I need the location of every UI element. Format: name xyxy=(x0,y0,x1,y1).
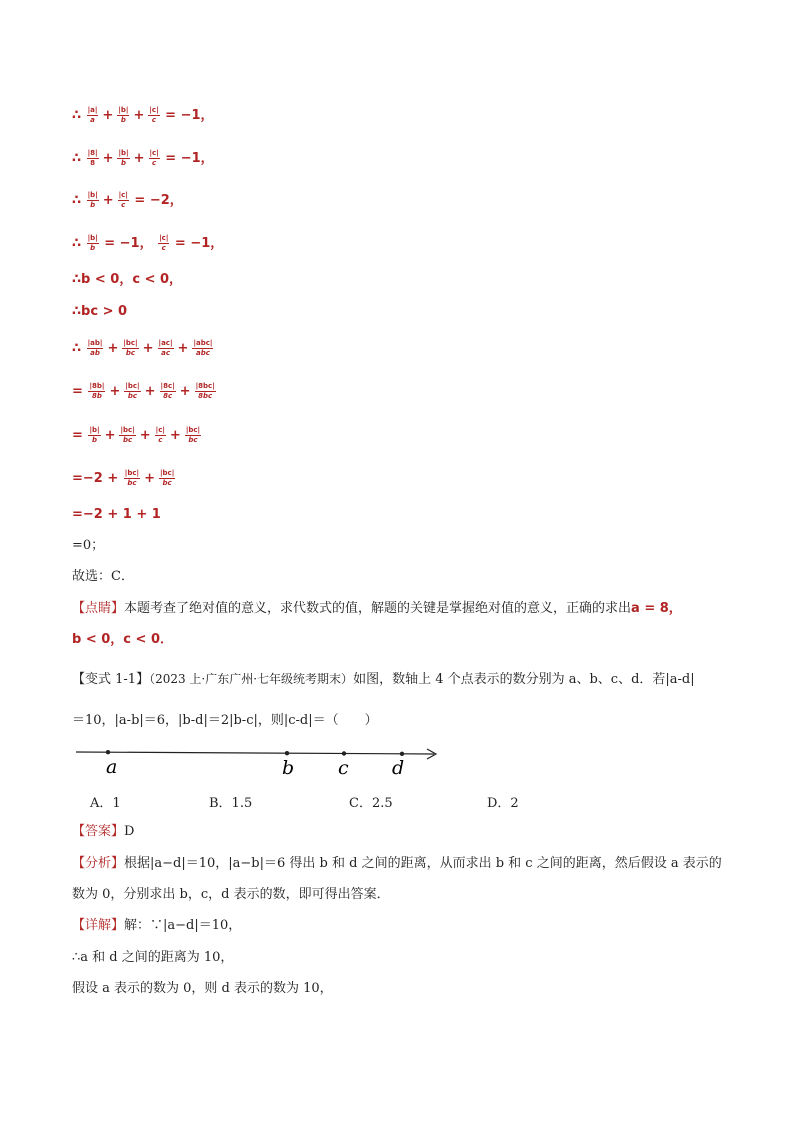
step-result: = −2， xyxy=(134,193,183,208)
problem-line-2 xyxy=(72,711,378,731)
step-12 xyxy=(72,536,104,556)
denominator: c xyxy=(161,244,166,252)
numerator: |bc| xyxy=(120,426,135,434)
numerator: |c| xyxy=(149,106,159,114)
numerator: |b| xyxy=(87,234,98,242)
analysis-line-1 xyxy=(72,854,722,874)
denominator: ac xyxy=(161,349,170,357)
detail-text: 假设 a 表示的数为 0，则 d 表示的数为 10， xyxy=(72,981,333,996)
step-result: = −1， xyxy=(165,151,214,166)
fraction xyxy=(87,235,99,252)
denominator: bc xyxy=(125,349,136,357)
fraction xyxy=(87,192,99,209)
number-line-axis xyxy=(76,752,434,754)
fraction xyxy=(124,470,140,487)
step-result: = −1， xyxy=(104,236,153,251)
choice-d: D．2 xyxy=(487,796,519,811)
fraction xyxy=(158,235,169,252)
plus-sign: + xyxy=(107,341,119,356)
fraction xyxy=(148,107,159,124)
detail-text: 解：∵|a−d|＝10， xyxy=(124,918,242,933)
fraction xyxy=(117,150,129,167)
answer-line xyxy=(72,822,134,842)
fraction xyxy=(88,427,100,444)
point-b-dot xyxy=(285,751,289,755)
point-a-label: a xyxy=(106,756,118,778)
plus-sign: + xyxy=(109,384,121,399)
denominator: c xyxy=(152,159,157,167)
fraction xyxy=(149,150,160,167)
denominator: bc xyxy=(127,479,137,487)
plus-sign: + xyxy=(169,428,181,443)
numerator: |8| xyxy=(87,149,98,157)
problem-text: 如图，数轴上 4 个点表示的数分别为 a、b、c、d．若|a-d| xyxy=(353,672,695,687)
step-9 xyxy=(72,426,202,446)
denominator: c xyxy=(121,201,126,209)
step-2 xyxy=(72,149,214,169)
problem-source: （2023 上·广东广州·七年级统考期末） xyxy=(149,672,354,686)
numerator: |c| xyxy=(155,426,165,434)
analysis-text: 根据|a−d|＝10，|a−b|＝6 得出 b 和 d 之间的距离，从而求出 b 和 c 之间的距离，然后假设 a 表示的 xyxy=(124,856,722,871)
numerator: |bc| xyxy=(123,339,138,347)
fraction xyxy=(124,383,140,400)
step-result: = −1， xyxy=(165,108,214,123)
point-d-dot xyxy=(400,752,404,756)
point-d-label: d xyxy=(392,757,405,779)
detail-tag: 【详解】 xyxy=(72,918,125,933)
point-c-dot xyxy=(342,751,346,755)
comment-math: a = 8， xyxy=(631,601,682,616)
numerator: |a| xyxy=(87,106,98,114)
fraction xyxy=(185,427,201,444)
detail-line-3 xyxy=(72,979,333,999)
denominator: b xyxy=(91,436,97,444)
step-11 xyxy=(72,505,161,525)
comment-line-1 xyxy=(72,599,682,619)
equals-sign: = xyxy=(72,507,83,522)
therefore-symbol: ∴ xyxy=(72,236,82,251)
fraction xyxy=(159,470,175,487)
step-8 xyxy=(72,382,217,402)
comment-tag: 【点睛】 xyxy=(72,601,125,616)
detail-text: ∴a 和 d 之间的距离为 10， xyxy=(72,950,234,965)
plus-sign: + xyxy=(144,384,156,399)
numerator: |c| xyxy=(149,149,159,157)
denominator: bc xyxy=(162,479,172,487)
denominator: ab xyxy=(90,349,100,357)
point-c-label: c xyxy=(338,757,349,779)
plus-sign: + xyxy=(177,341,189,356)
choice-b: B．1.5 xyxy=(209,796,253,811)
numerator: |8c| xyxy=(160,382,175,390)
fraction xyxy=(118,192,129,209)
fraction xyxy=(155,427,166,444)
answer-choice-text: 故选：C． xyxy=(72,569,134,584)
denominator: bc xyxy=(123,436,133,444)
plus-sign: + xyxy=(139,428,151,443)
point-b-label: b xyxy=(282,757,295,779)
problem-text: ＝10，|a-b|＝6，|b-d|＝2|b-c|，则|c-d|＝（ ） xyxy=(72,713,378,728)
therefore-symbol: ∴ xyxy=(72,341,82,356)
analysis-tag: 【分析】 xyxy=(72,856,125,871)
step-10 xyxy=(72,469,176,489)
answer-tag: 【答案】 xyxy=(72,824,125,839)
plus-sign: + xyxy=(142,341,154,356)
therefore-symbol: ∴ xyxy=(72,193,82,208)
fraction xyxy=(87,107,99,124)
equals-sign: = xyxy=(72,471,83,486)
detail-line-2 xyxy=(72,948,233,968)
therefore-symbol: ∴ xyxy=(72,151,82,166)
problem-tag: 【变式 1-1】 xyxy=(72,672,150,687)
numerator: |bc| xyxy=(159,469,175,477)
comment-math: b < 0，c < 0． xyxy=(72,632,173,647)
denominator: bc xyxy=(188,436,198,444)
step-6 xyxy=(72,302,127,322)
plus-sign: + xyxy=(133,151,145,166)
denominator: 8c xyxy=(163,392,173,400)
therefore-symbol: ∴ xyxy=(72,272,82,287)
comment-text: 本题考查了绝对值的意义，求代数式的值，解题的关键是掌握绝对值的意义，正确的求出 xyxy=(124,601,632,616)
equals-sign: = xyxy=(72,384,83,399)
step-4 xyxy=(72,234,223,254)
denominator: 8bc xyxy=(198,392,213,400)
choice-a: A．1 xyxy=(90,796,121,811)
numerator: |bc| xyxy=(185,426,201,434)
step-result: = −1， xyxy=(174,236,224,251)
numerator: |ac| xyxy=(158,339,173,347)
plus-sign: + xyxy=(102,151,114,166)
plus-sign: + xyxy=(133,108,145,123)
numerator: |ab| xyxy=(87,339,103,347)
step-3 xyxy=(72,191,183,211)
denominator: a xyxy=(90,116,95,124)
answer-value: D xyxy=(124,824,135,839)
plus-sign: + xyxy=(102,108,114,123)
fraction xyxy=(158,340,174,357)
denominator: c xyxy=(151,116,157,124)
fraction xyxy=(87,150,99,167)
denominator: bc xyxy=(127,392,138,400)
fraction xyxy=(122,340,138,357)
denominator: b xyxy=(121,159,127,167)
analysis-line-2 xyxy=(72,885,390,905)
denominator: abc xyxy=(195,349,210,357)
fraction xyxy=(160,383,176,400)
numerator: |b| xyxy=(118,106,129,114)
step-1 xyxy=(72,106,214,126)
numerator: |bc| xyxy=(124,469,140,477)
fraction xyxy=(192,340,213,357)
fraction xyxy=(117,107,129,124)
step-text: =0； xyxy=(72,538,105,553)
plus-sign: + xyxy=(102,193,114,208)
denominator: 8 xyxy=(90,159,95,167)
numerator: |c| xyxy=(159,234,169,242)
denominator: 8b xyxy=(91,392,102,400)
denominator: b xyxy=(90,201,96,209)
choice-c: C．2.5 xyxy=(349,796,393,811)
step-7 xyxy=(72,339,214,359)
problem-line-1 xyxy=(72,669,695,690)
step-5 xyxy=(72,270,182,290)
fraction xyxy=(87,340,104,357)
number-line-figure xyxy=(72,742,452,786)
fraction xyxy=(195,383,216,400)
numerator: |abc| xyxy=(193,339,213,347)
equals-sign: = xyxy=(72,428,83,443)
denominator: c xyxy=(158,436,163,444)
fraction xyxy=(119,427,135,444)
numerator: |8bc| xyxy=(195,382,215,390)
numerator: |c| xyxy=(118,191,128,199)
point-a-dot xyxy=(106,750,110,754)
therefore-symbol: ∴ xyxy=(72,304,82,319)
step-text: −2 + xyxy=(82,471,119,486)
detail-line-1 xyxy=(72,916,241,936)
numerator: |8b| xyxy=(89,382,105,390)
therefore-symbol: ∴ xyxy=(72,108,82,123)
numerator: |b| xyxy=(118,149,129,157)
plus-sign: + xyxy=(179,384,191,399)
numerator: |bc| xyxy=(125,382,140,390)
denominator: b xyxy=(90,244,96,252)
step-text: b < 0，c < 0， xyxy=(81,272,183,287)
comment-line-2 xyxy=(72,630,173,650)
numerator: |b| xyxy=(89,426,100,434)
step-text: −2 + 1 + 1 xyxy=(82,507,161,522)
plus-sign: + xyxy=(104,428,116,443)
denominator: b xyxy=(120,116,126,124)
answer-choice xyxy=(72,567,134,587)
step-text: bc > 0 xyxy=(81,304,128,319)
fraction xyxy=(88,383,105,400)
plus-sign: + xyxy=(144,471,155,486)
number-line-svg xyxy=(72,742,452,782)
numerator: |b| xyxy=(87,191,98,199)
analysis-text: 数为 0，分别求出 b，c，d 表示的数，即可得出答案． xyxy=(72,887,390,902)
